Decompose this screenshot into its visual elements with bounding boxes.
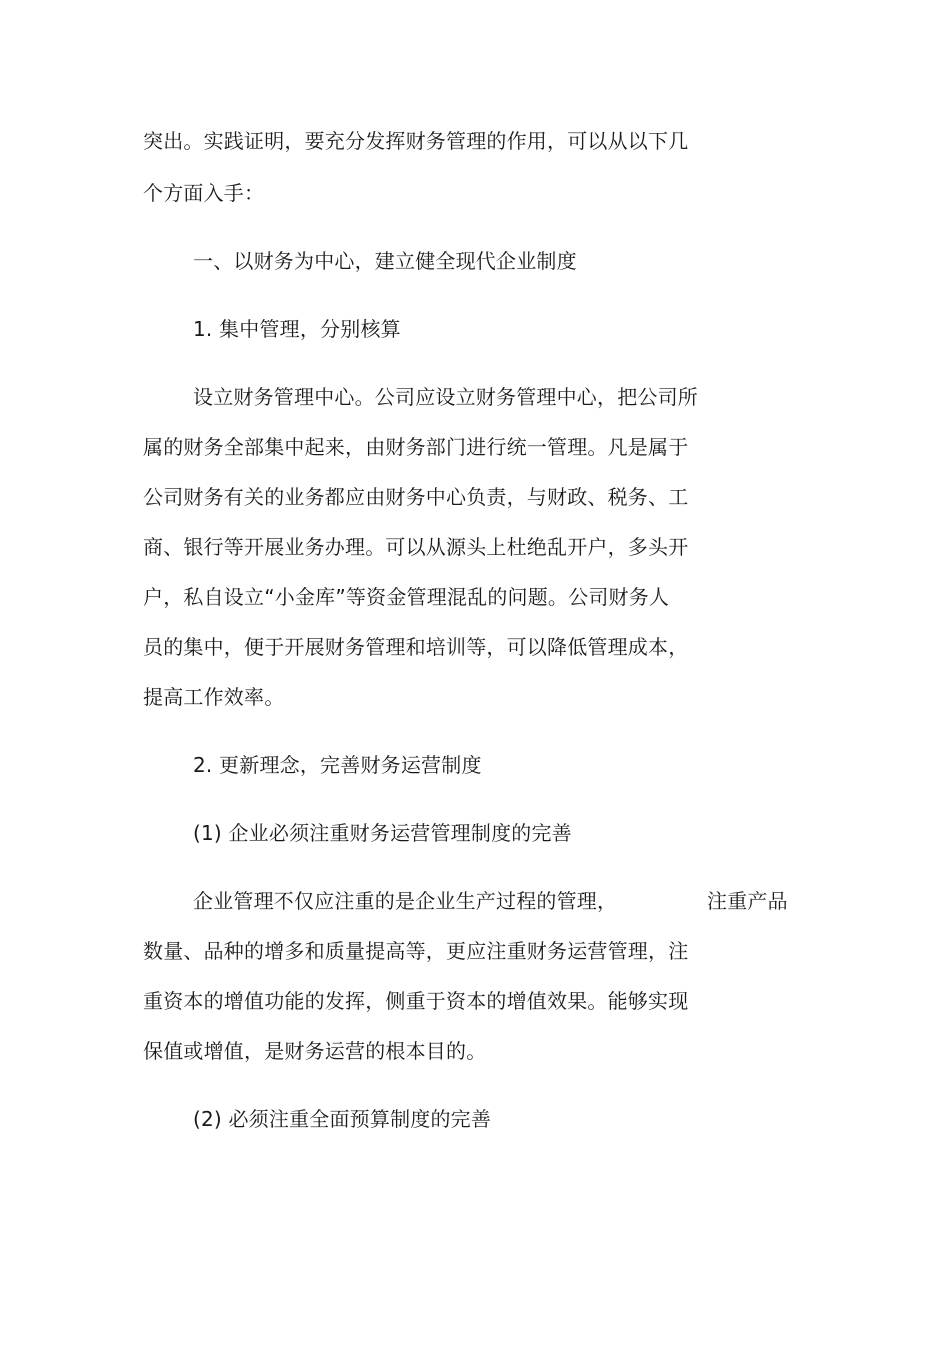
paragraph-line: 个方面入手：	[143, 181, 265, 205]
paragraph-line: 数量、品种的增多和质量提高等，更应注重财务运营管理，注	[143, 939, 689, 963]
paragraph-line: 属的财务全部集中起来，由财务部门进行统一管理。凡是属于	[143, 435, 689, 459]
paragraph-line: 保值或增值，是财务运营的根本目的。	[143, 1039, 487, 1063]
paragraph-line: 户，私自设立“小金库”等资金管理混乱的问题。公司财务人	[143, 585, 670, 609]
paragraph-line: 公司财务有关的业务都应由财务中心负责，与财政、税务、工	[143, 485, 689, 509]
paragraph-line: 企业管理不仅应注重的是企业生产过程的管理，	[193, 889, 618, 913]
subsection-heading: 2. 更新理念，完善财务运营制度	[193, 753, 482, 777]
paragraph-line: 设立财务管理中心。公司应设立财务管理中心，把公司所	[193, 385, 698, 409]
item-heading: (1) 企业必须注重财务运营管理制度的完善	[193, 821, 572, 845]
paragraph-line: 商、银行等开展业务办理。可以从源头上杜绝乱开户，多头开	[143, 535, 689, 559]
paragraph-line: 突出。实践证明，要充分发挥财务管理的作用，可以从以下几	[143, 129, 689, 153]
section-heading: 一、以财务为中心，建立健全现代企业制度	[193, 249, 577, 273]
paragraph-line: 员的集中，便于开展财务管理和培训等，可以降低管理成本，	[143, 635, 689, 659]
paragraph-line: 提高工作效率。	[143, 685, 285, 709]
paragraph-line: 注重产品	[707, 889, 788, 913]
paragraph-line: 重资本的增值功能的发挥，侧重于资本的增值效果。能够实现	[143, 989, 689, 1013]
subsection-heading: 1. 集中管理，分别核算	[193, 317, 401, 341]
item-heading: (2) 必须注重全面预算制度的完善	[193, 1107, 492, 1131]
